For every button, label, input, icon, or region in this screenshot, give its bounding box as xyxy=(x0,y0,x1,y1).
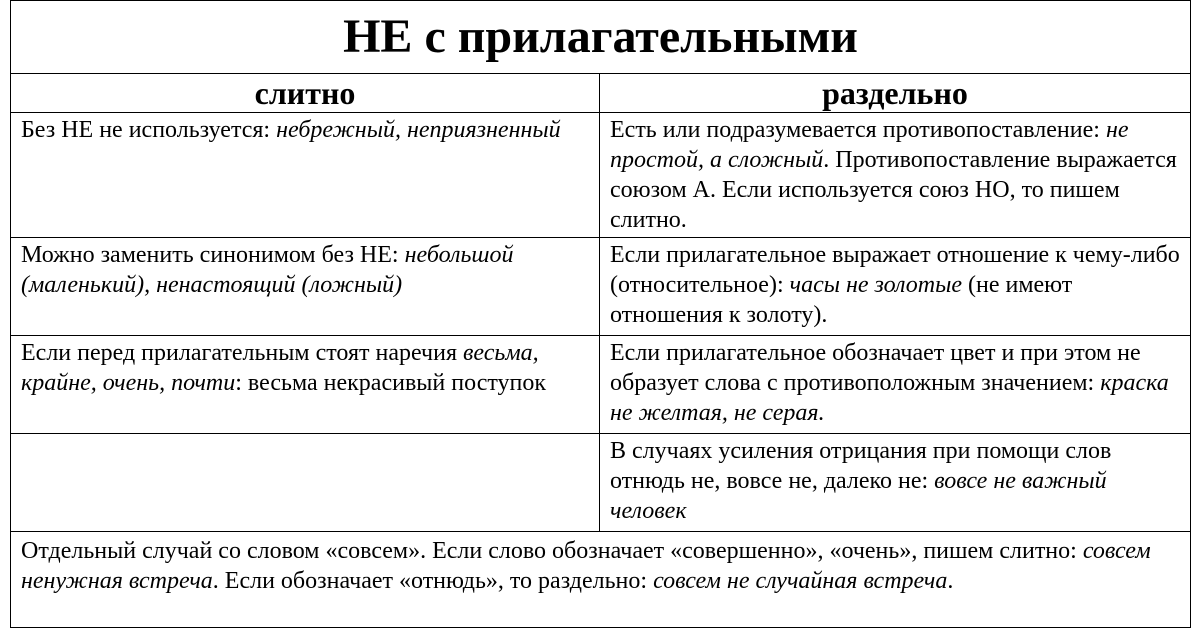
footer-row xyxy=(11,532,1191,628)
rule-example: краска не желтая, не серая. xyxy=(610,370,1169,426)
table-row xyxy=(11,113,1191,238)
rule-text: Есть или подразумевается противопоставление: xyxy=(610,117,1106,143)
rule-text: . xyxy=(947,568,954,594)
rule-example: небольшой (маленький), ненастоящий (ложный) xyxy=(21,242,514,298)
rule-text: (не имеют отношения к золоту). xyxy=(610,272,1073,328)
column-header-separate: раздельно xyxy=(600,74,1191,113)
rule-text: Если перед прилагательным стоят наречия xyxy=(21,340,463,366)
rule-cell-together-empty xyxy=(11,434,600,532)
rule-cell-together xyxy=(11,238,600,336)
rule-example: небрежный, неприязненный xyxy=(276,117,561,143)
rule-text: Можно заменить синонимом без НЕ: xyxy=(21,242,405,268)
rules-table xyxy=(10,0,1191,628)
rule-text: Отдельный случай со словом «совсем». Если слово обозначает «совершенно», «очень», пишем слитно: xyxy=(21,538,1083,564)
rule-text: Если прилагательное обозначает цвет и при этом не образует слова с противоположным значением: xyxy=(610,340,1141,396)
rule-cell-separate xyxy=(600,434,1191,532)
column-header-together: слитно xyxy=(11,74,600,113)
rule-text: Если прилагательное выражает отношение к чему-либо (относительное): xyxy=(610,242,1180,298)
rule-example: весьма, крайне, очень, почти xyxy=(21,340,539,396)
rule-cell-separate xyxy=(600,336,1191,434)
table-row xyxy=(11,238,1191,336)
rule-cell-together xyxy=(11,336,600,434)
rule-cell-together xyxy=(11,113,600,238)
table-row xyxy=(11,336,1191,434)
rule-example: вовсе не важный человек xyxy=(610,468,1107,524)
rule-example: не простой, а сложный xyxy=(610,117,1129,173)
rule-example: часы не золотые xyxy=(789,272,962,298)
rule-cell-separate xyxy=(600,238,1191,336)
rule-example: совсем ненужная встреча xyxy=(21,538,1151,594)
rule-text: Без НЕ не используется: xyxy=(21,117,277,143)
rule-text: : весьма некрасивый поступок xyxy=(235,370,547,396)
rule-example: совсем не случайная встреча xyxy=(653,568,948,594)
table-title: НЕ с прилагательными xyxy=(11,1,1191,74)
footer-note xyxy=(11,532,1191,628)
table-row xyxy=(11,434,1191,532)
rule-text: В случаях усиления отрицания при помощи слов отнюдь не, вовсе не, далеко не: xyxy=(610,438,1112,494)
rule-text: . Противопоставление выражается союзом А. Если используется союз НО, то пишем слитно. xyxy=(610,147,1177,233)
rule-text: . Если обозначает «отнюдь», то раздельно: xyxy=(212,568,654,594)
rule-cell-separate xyxy=(600,113,1191,238)
